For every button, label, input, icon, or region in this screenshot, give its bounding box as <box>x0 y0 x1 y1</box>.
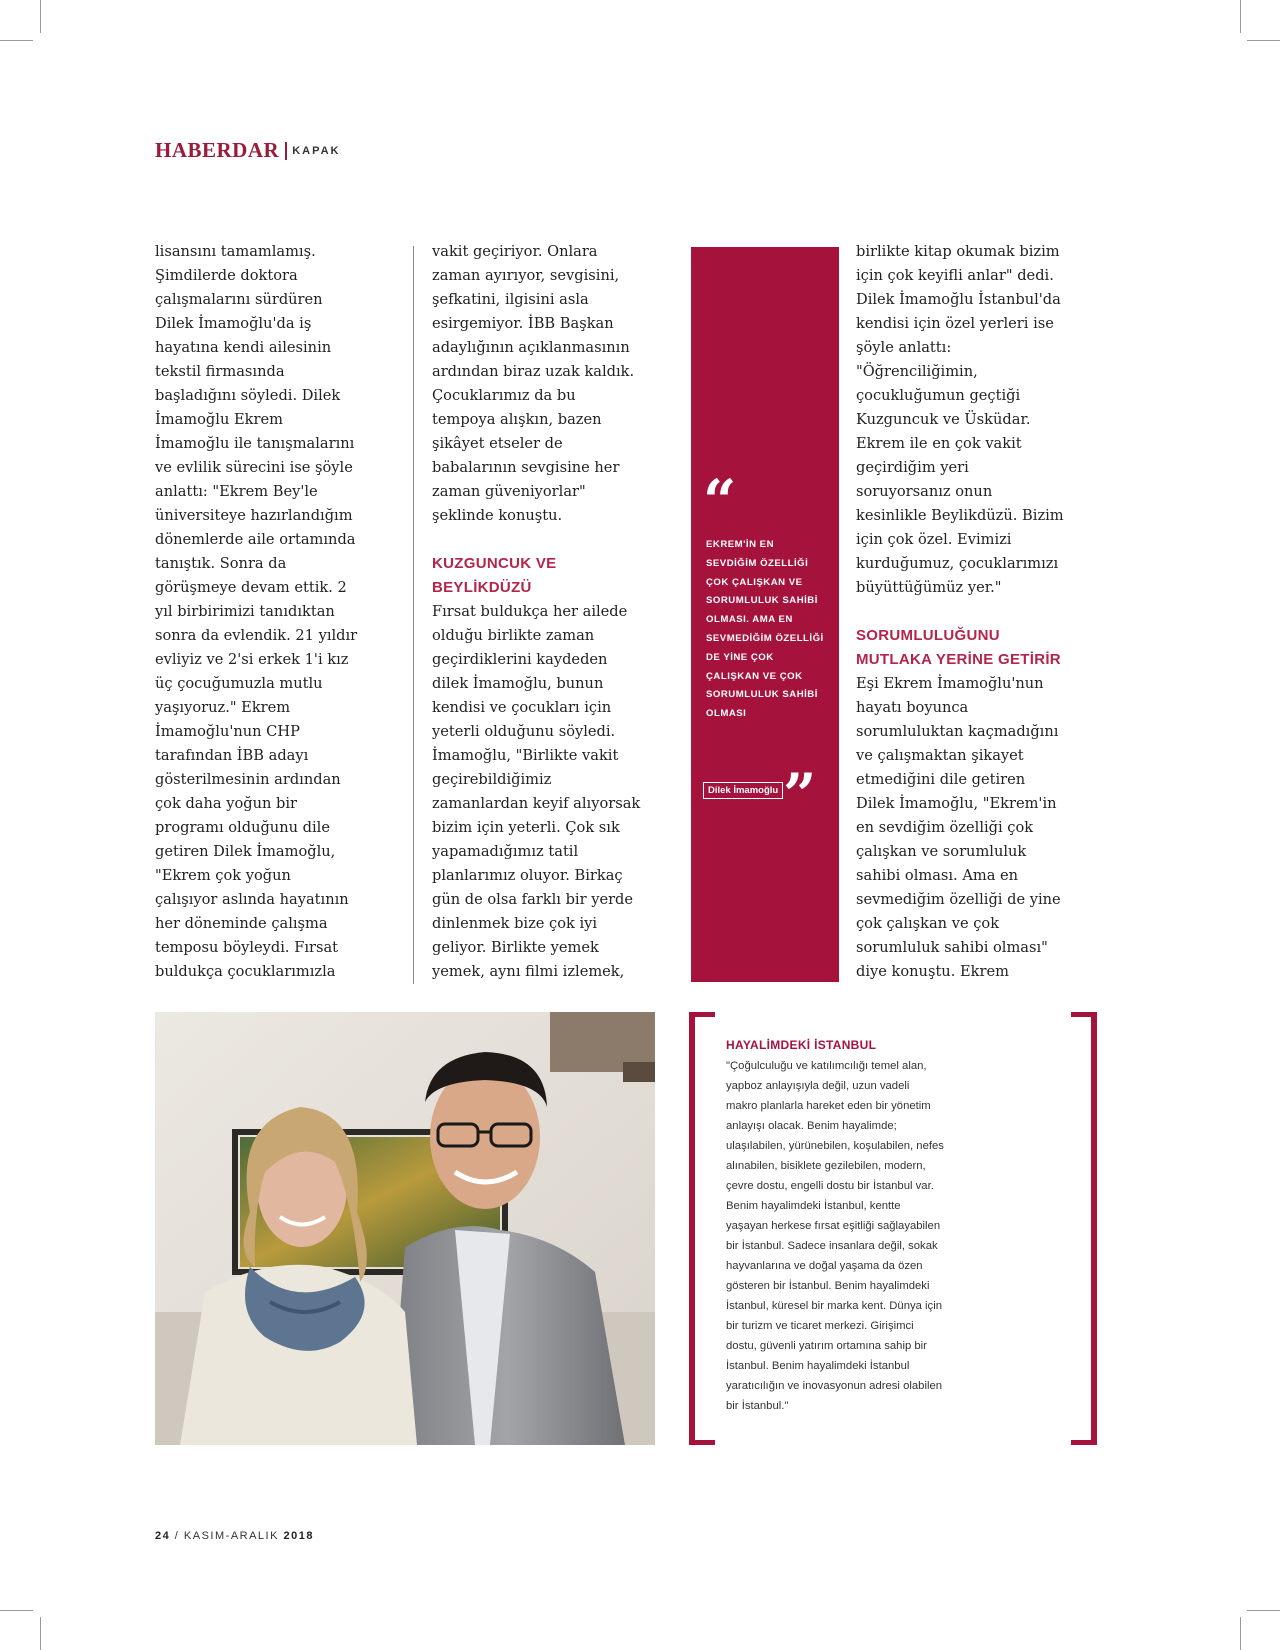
crop-mark <box>1247 1610 1280 1611</box>
magazine-brand: HABERDAR <box>155 138 280 162</box>
couple-photo <box>155 1012 655 1445</box>
dream-istanbul-box <box>689 1012 1097 1445</box>
page-footer <box>155 1530 314 1542</box>
column-3-text-1: birlikte kitap okumak bizim için çok keyifli anlar" dedi. Dilek İmamoğlu İstanbul'da kendisi için özel yerleri ise şöyle anlattı: "Öğrenciliğimin, çocukluğumun geçtiği Kuzguncuk ve Üsküdar. Ekrem ile en çok vakit geçirdiğim yeri soruyorsanız onun kesinlikle Beylikdüzü. Bizim için çok özel. Evimizi kurduğumuz, çocuklarımızı büyüttüğümüz yer." <box>856 243 1064 596</box>
box-border-bottom-right <box>1071 1440 1097 1445</box>
pull-quote-text: EKREM'İN EN SEVDİĞİM ÖZELLİĞİ ÇOK ÇALIŞKAN VE SORUMLULUK SAHİBİ OLMASI. AMA EN SEVMEDİĞİM ÖZELLİĞİ DE YİNE ÇOK ÇALIŞKAN VE ÇOK SORUMLULUK SAHİBİ OLMASI <box>706 539 824 720</box>
pull-quote-author: Dilek İmamoğlu <box>703 782 783 799</box>
box-text: "Çoğulculuğu ve katılımcılığı temel alan, yapboz anlayışıyla değil, uzun vadeli makro planlarla hareket eden bir yönetim anlayışı olacak. Benim hayalimde; ulaşılabilen, yürünebilen, koşulabilen, nefes alınabilen, bisiklete gezilebilen, modern, çevre dostu, engelli dostu bir İstanbul var. Benim hayalimdeki İstanbul, kentte yaşayan herkese fırsat eşitliği sağlayabilen bir İstanbul. Sadece insanlara değil, sokak hayvanlarına ve doğal yaşama da özen gösteren bir İstanbul. Benim hayalimdeki İstanbul, küresel bir marka kent. Dünya için bir turizm ve ticaret merkezi. Girişimci dostu, güvenli yatırım ortamına sahip bir İstanbul. Benim hayalimdeki İstanbul yaratıcılığın ve inovasyonun adresi olabilen bir İstanbul." <box>726 1060 944 1412</box>
couple-photo-illustration <box>155 1012 655 1445</box>
article-column-2 <box>432 240 664 984</box>
box-border-top-right <box>1071 1012 1097 1017</box>
footer-separator: / <box>170 1530 184 1542</box>
box-border-right <box>1091 1012 1097 1445</box>
crop-mark <box>1240 1617 1241 1650</box>
section-label: KAPAK <box>292 144 341 157</box>
column-1-text: lisansını tamamlamış. Şimdilerde doktora çalışmalarını sürdüren Dilek İmamoğlu'da iş hayatına kendi ailesinin tekstil firmasında başladığını söyledi. Dilek İmamoğlu Ekrem İmamoğlu ile tanışmalarını ve evlilik sürecini ise şöyle anlattı: "Ekrem Bey'le üniversiteye hazırlandığım dönemlerde aile ortamında tanıştık. Sonra da görüşmeye devam ettik. 2 yıl birbirimizi tanıdıktan sonra da evlendik. 21 yıldır evliyiz ve 2'si erkek 1'i kız üç çocuğumuzla mutlu yaşıyoruz." Ekrem İmamoğlu'nun CHP tarafından İBB adayı gösterilmesinin ardından çok daha yoğun bir programı olduğunu dile getiren Dilek İmamoğlu, "Ekrem çok yoğun çalışıyor aslında hayatının her döneminde çalışma temposu böyleydi. Fırsat buldukça çocuklarımızla <box>155 243 358 980</box>
page-number: 24 <box>155 1530 171 1542</box>
column-3-text-2: Eşi Ekrem İmamoğlu'nun hayatı boyunca sorumluluktan kaçmadığını ve çalışmaktan şikayet etmediğini dile getiren Dilek İmamoğlu, "Ekrem'in en sevdiğim özelliği çok çalışkan ve sorumluluk sahibi olması. Ama en sevmediğim özelliği de yine çok çalışkan ve çok sorumluluk sahibi olması" diye konuştu. Ekrem <box>856 675 1061 980</box>
article-column-1 <box>155 240 370 984</box>
crop-mark <box>40 1617 41 1650</box>
crop-mark <box>0 40 33 41</box>
column-divider <box>413 246 414 984</box>
column-3-heading: SORUMLULUĞUNU MUTLAKA YERİNE GETİRİR <box>856 627 1061 668</box>
column-2-heading: KUZGUNCUK VE BEYLİKDÜZÜ <box>432 555 557 596</box>
crop-mark <box>40 0 41 33</box>
pull-quote-box <box>691 247 839 982</box>
close-quote-icon: ” <box>783 761 817 829</box>
box-title: HAYALİMDEKİ İSTANBUL <box>726 1038 877 1052</box>
column-2-text-1: vakit geçiriyor. Onlara zaman ayırıyor, sevgisini, şefkatini, ilgisini asla esirgemiyor. İBB Başkan adaylığının açıklanmasının ardından biraz uzak kaldık. Çocuklarımız da bu tempoya alışkın, bazen şikâyet etseler de babalarının sevgisine her zaman güveniyorlar" şeklinde konuştu. <box>432 243 635 524</box>
header-separator <box>285 142 287 160</box>
crop-mark <box>0 1610 33 1611</box>
issue-label: KASIM-ARALIK <box>183 1530 284 1542</box>
page-header <box>155 138 340 163</box>
crop-mark <box>1240 0 1241 33</box>
article-column-3 <box>856 240 1096 984</box>
crop-mark <box>1247 40 1280 41</box>
issue-year: 2018 <box>283 1530 314 1542</box>
box-border-bottom-left <box>689 1440 715 1445</box>
box-border-left <box>689 1012 695 1445</box>
box-border-top-left <box>689 1012 715 1017</box>
open-quote-icon: “ <box>703 467 737 535</box>
column-2-text-2: Fırsat buldukça her ailede olduğu birlikte zaman geçirdiklerini kaydeden dilek İmamoğlu, bunun kendisi ve çocukları için yeterli olduğunu söyledi. İmamoğlu, "Birlikte vakit geçirebildiğimiz zamanlardan keyif alıyorsak bizim için yeterli. Çok sık yapamadığımız tatil planlarımız oluyor. Birkaç gün de olsa farklı bir yerde dinlenmek bize çok iyi geliyor. Birlikte yemek yemek, aynı filmi izlemek, <box>432 603 641 980</box>
